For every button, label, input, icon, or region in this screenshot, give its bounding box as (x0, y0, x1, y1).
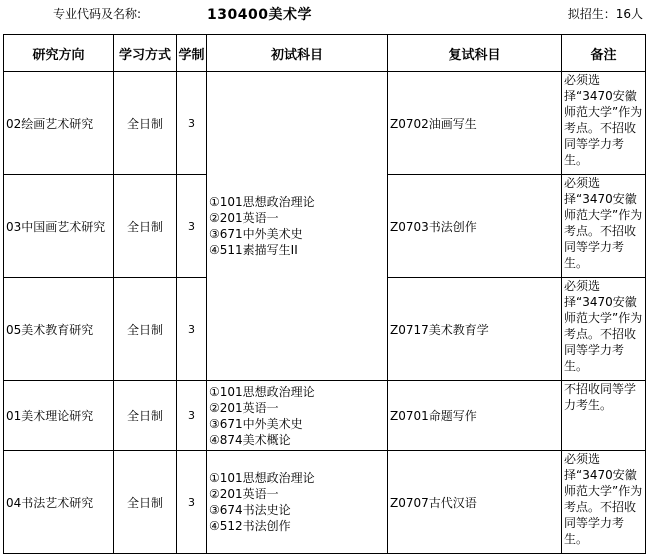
program-code-name: 130400美术学 (207, 7, 312, 23)
exam-subject: ②201英语一 (209, 400, 279, 415)
duration-cell: 3 (177, 175, 207, 278)
exam-subject: ③671中外美术史 (209, 227, 303, 241)
study-mode-cell: 全日制 (114, 72, 177, 175)
direction-cell: 04书法艺术研究 (4, 451, 114, 554)
column-header-note: 备注 (562, 35, 646, 72)
note-cell: 必须选择“3470安徽师范大学”作为考点。不招收同等学力考生。 (562, 451, 646, 554)
duration-cell: 3 (177, 381, 207, 451)
table-header-row (4, 35, 646, 72)
exam-subject: ①101思想政治理论 (209, 195, 315, 209)
exam-subject: ④511素描写生II (209, 243, 298, 257)
retest-cell: Z0703书法创作 (388, 175, 562, 278)
study-mode-cell: 全日制 (114, 451, 177, 554)
retest-cell: Z0707古代汉语 (388, 451, 562, 554)
column-header-years: 学制 (177, 35, 207, 72)
direction-cell: 03中国画艺术研究 (4, 175, 114, 278)
note-cell: 必须选择“3470安徽师范大学”作为考点。不招收同等学力考生。 (562, 175, 646, 278)
duration-cell: 3 (177, 278, 207, 381)
initial-exam-cell (207, 381, 388, 451)
initial-exam-cell (207, 451, 388, 554)
program-table (3, 34, 646, 554)
direction-cell: 02绘画艺术研究 (4, 72, 114, 175)
note-cell: 必须选择“3470安徽师范大学”作为考点。不招收同等学力考生。 (562, 72, 646, 175)
initial-exam-cell (207, 72, 388, 381)
exam-subject: ②201英语一 (209, 211, 279, 225)
retest-cell: Z0702油画写生 (388, 72, 562, 175)
duration-cell: 3 (177, 72, 207, 175)
retest-cell: Z0701命题写作 (388, 381, 562, 451)
exam-subject: ③674书法史论 (209, 503, 291, 517)
exam-subject: ①101思想政治理论 (209, 384, 315, 399)
table-row (4, 451, 646, 554)
enrollment-quota: 拟招生：16人 (567, 7, 643, 21)
exam-subject: ①101思想政治理论 (209, 471, 315, 485)
column-header-retest: 复试科目 (388, 35, 562, 72)
study-mode-cell: 全日制 (114, 381, 177, 451)
study-mode-cell: 全日制 (114, 175, 177, 278)
program-label: 专业代码及名称: (53, 7, 142, 21)
program-header (0, 0, 651, 34)
column-header-exam: 初试科目 (207, 35, 388, 72)
table-row (4, 72, 646, 175)
note-cell: 必须选择“3470安徽师范大学”作为考点。不招收同等学力考生。 (562, 278, 646, 381)
exam-subject: ④874美术概论 (209, 432, 291, 447)
duration-cell: 3 (177, 451, 207, 554)
direction-cell: 01美术理论研究 (4, 381, 114, 451)
column-header-mode: 学习方式 (114, 35, 177, 72)
study-mode-cell: 全日制 (114, 278, 177, 381)
table-row (4, 381, 646, 451)
note-cell: 不招收同等学力考生。 (562, 381, 646, 451)
retest-cell: Z0717美术教育学 (388, 278, 562, 381)
direction-cell: 05美术教育研究 (4, 278, 114, 381)
exam-subject: ③671中外美术史 (209, 416, 303, 431)
column-header-direction: 研究方向 (4, 35, 114, 72)
exam-subject: ②201英语一 (209, 487, 279, 501)
exam-subject: ④512书法创作 (209, 519, 291, 533)
